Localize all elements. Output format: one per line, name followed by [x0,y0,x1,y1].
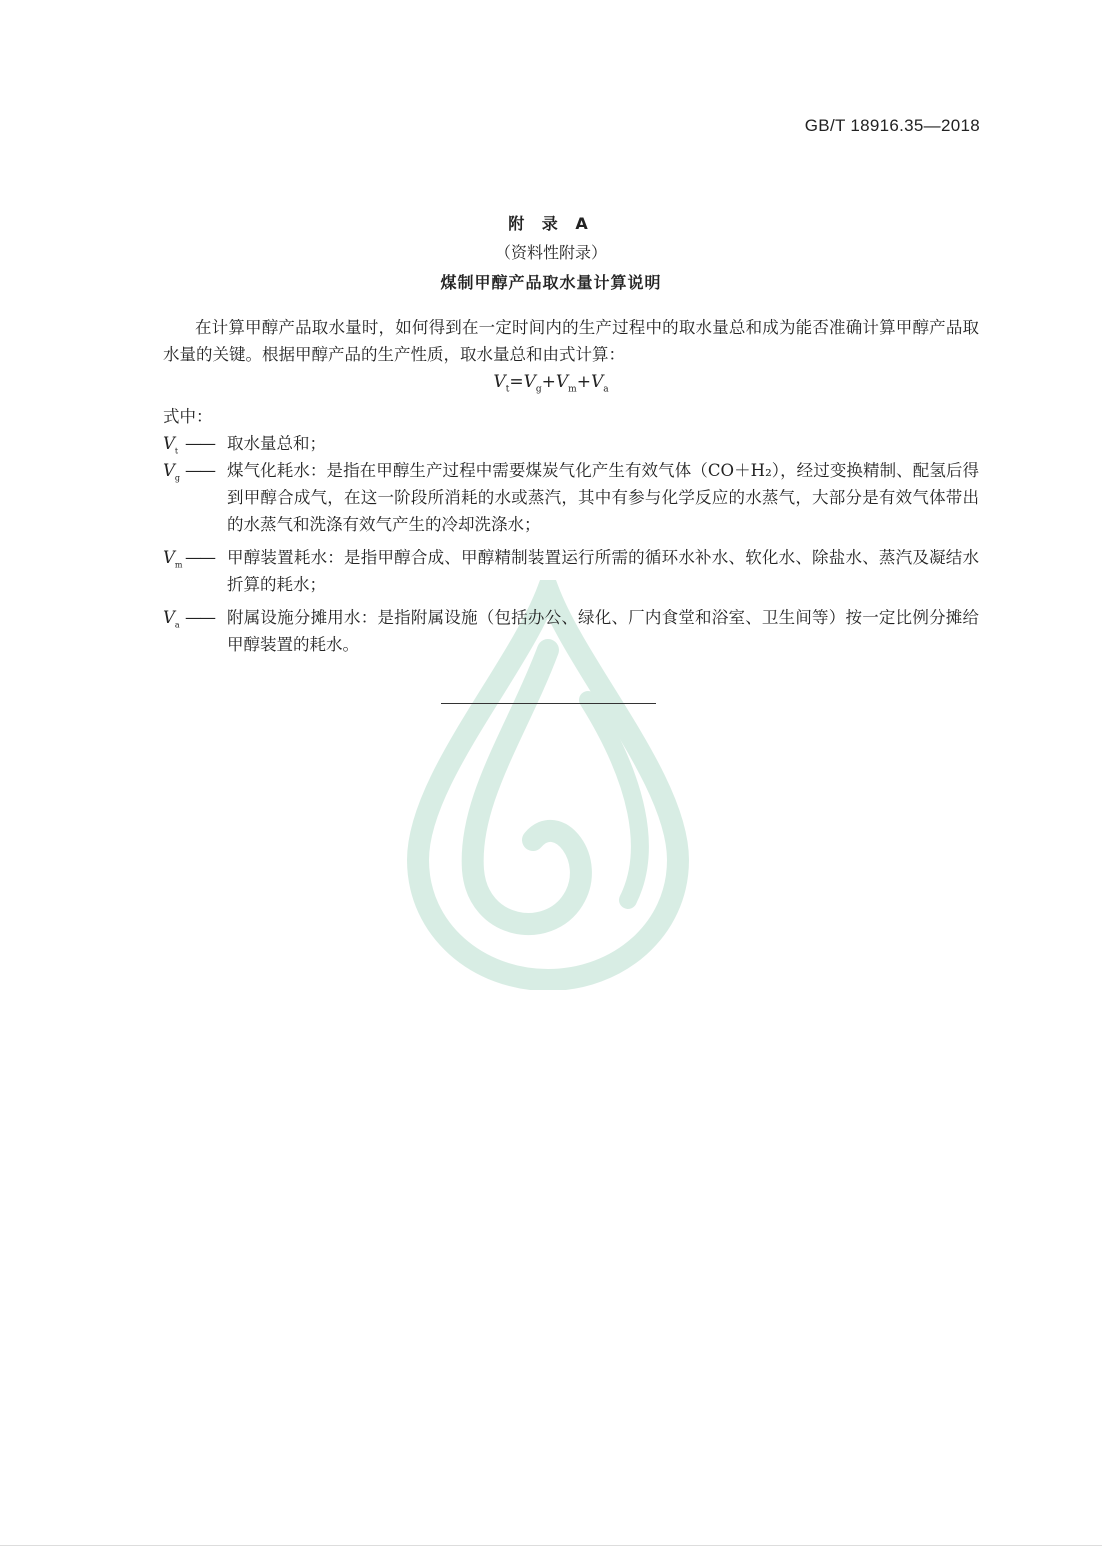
definition-item: $V_a$ —— 附属设施分摊用水：是指附属设施（包括办公、绿化、厂内食堂和浴室、卫生间等）按一定比例分摊给甲醇装置的耗水。 [163,604,979,658]
end-rule-divider [441,703,656,704]
definition-symbol: $V_g$ [163,461,181,483]
appendix-title: 附 录 A [508,214,594,233]
appendix-subtitle: （资料性附录） [494,243,607,262]
definition-text: 煤气化耗水：是指在甲醇生产过程中需要煤炭气化产生有效气体（CO＋H₂），经过变换精制、配氢后得到甲醇合成气，在这一阶段所消耗的水或蒸汽，其中有参与化学反应的水蒸气，大部分是有效气体带出的水蒸气和洗涤有效气产生的冷却洗涤水； [227,461,979,534]
definition-symbol: $V_t$ [163,434,179,456]
definition-text: 甲醇装置耗水：是指甲醇合成、甲醇精制装置运行所需的循环水补水、软化水、除盐水、蒸汽及凝结水折算的耗水； [227,548,979,594]
definition-symbol: $V_m$ [163,548,183,570]
definition-text: 取水量总和； [227,434,326,453]
definition-item: $V_t$ —— 取水量总和； [163,430,979,457]
definition-text: 附属设施分摊用水：是指附属设施（包括办公、绿化、厂内食堂和浴室、卫生间等）按一定比例分摊给甲醇装置的耗水。 [227,608,979,654]
where-label: 式中： [163,407,213,426]
scan-edge-line [0,1545,1102,1546]
definition-item: $V_m$ —— 甲醇装置耗水：是指甲醇合成、甲醇精制装置运行所需的循环水补水、软化水、除盐水、蒸汽及凝结水折算的耗水； [163,544,979,598]
standard-code: GB/T 18916.35—2018 [804,116,980,135]
formula: $V_t=V_g+V_m+V_a$ [493,372,609,395]
definition-item: $V_g$ —— 煤气化耗水：是指在甲醇生产过程中需要煤炭气化产生有效气体（CO＋H₂），经过变换精制、配氢后得到甲醇合成气，在这一阶段所消耗的水或蒸汽，其中有参与化学反应的水蒸气，大部分是有效气体带出的水蒸气和洗涤有效气产生的冷却洗涤水； [163,457,979,538]
appendix-heading: 煤制甲醇产品取水量计算说明 [440,273,662,292]
intro-paragraph: 在计算甲醇产品取水量时，如何得到在一定时间内的生产过程中的取水量总和成为能否准确计算甲醇产品取水量的关键。根据甲醇产品的生产性质，取水量总和由式计算： [163,318,979,364]
definition-symbol: $V_a$ [163,608,180,630]
